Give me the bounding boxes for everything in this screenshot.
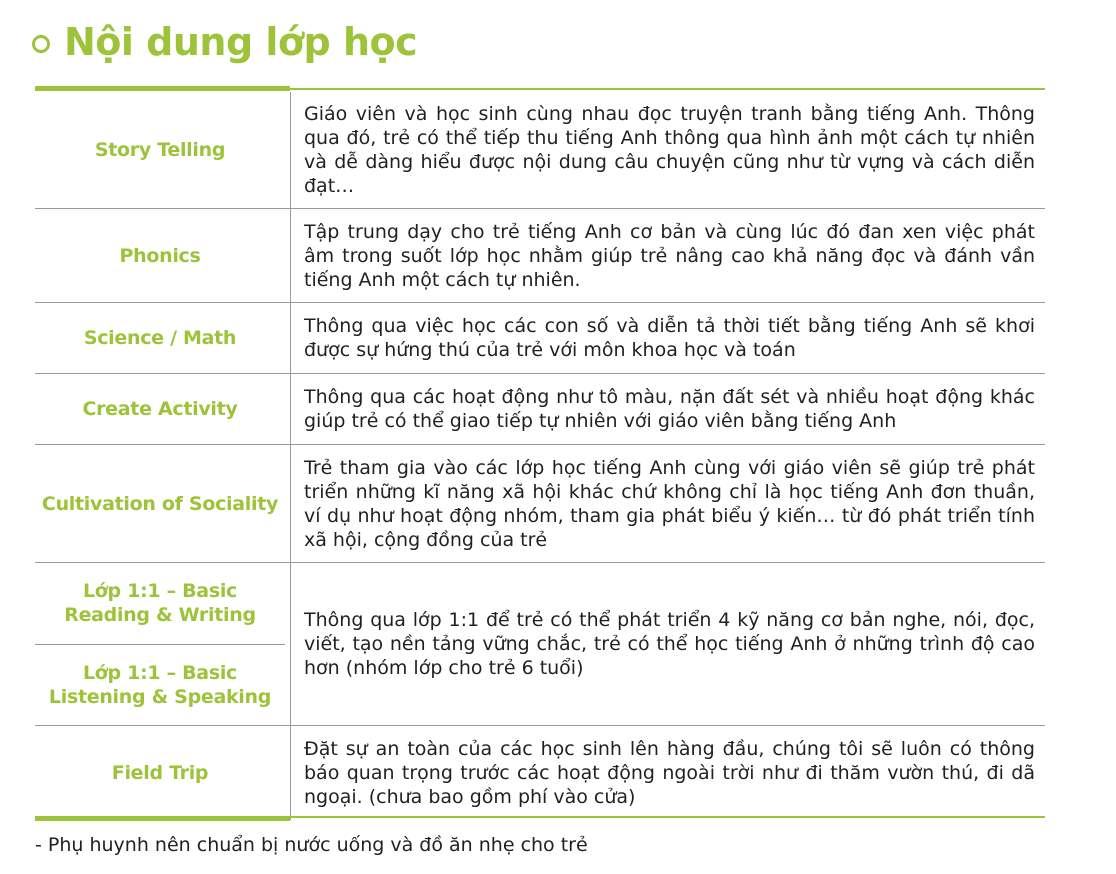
row-description: Thông qua việc học các con số và diễn tả thời tiết bằng tiếng Anh sẽ khơi được sự hứng thú của trẻ với môn khoa học và toán — [290, 303, 1045, 373]
row-label: Field Trip — [111, 762, 209, 784]
row-description: Giáo viên và học sinh cùng nhau đọc truyện tranh bằng tiếng Anh. Thông qua đó, trẻ có thể tiếp thu tiếng Anh thông qua hình ảnh một cách tự nhiên và dễ dàng hiểu được nội dung câu chuyện cũng như từ vựng và cách diễn đạt… — [290, 92, 1045, 208]
row-label: Story Telling — [94, 139, 226, 161]
bottom-divider — [290, 816, 1045, 818]
row-description: Đặt sự an toàn của các học sinh lên hàng đầu, chúng tôi sẽ luôn có thông báo quan trọng trước các hoạt động ngoài trời như đi thăm vườn thú, đi dã ngoại. (chưa bao gồm phí vào cửa) — [290, 726, 1045, 820]
top-divider — [290, 88, 1045, 90]
bottom-accent-rule — [35, 816, 290, 821]
class-content-table — [35, 92, 1045, 820]
row-label: Science / Math — [83, 327, 237, 349]
footnote: - Phụ huynh nên chuẩn bị nước uống và đồ ăn nhẹ cho trẻ — [35, 834, 588, 856]
page-title-block — [32, 14, 417, 70]
table-row — [35, 726, 1045, 820]
row-description: Thông qua lớp 1:1 để trẻ có thể phát triển 4 kỹ năng cơ bản nghe, nói, đọc, viết, tạo nền tảng vững chắc, trẻ có thể học tiếng Anh ở những trình độ cao hơn (nhóm lớp cho trẻ 6 tuổi) — [290, 563, 1045, 725]
row-label: Lớp 1:1 – Basic Listening & Speaking — [48, 661, 272, 708]
table-row — [35, 445, 1045, 563]
table-row — [35, 209, 1045, 303]
split-label-group — [35, 563, 285, 725]
row-label: Phonics — [119, 244, 201, 267]
row-description: Thông qua các hoạt động như tô màu, nặn đất sét và nhiều hoạt động khác giúp trẻ có thể giao tiếp tự nhiên với giáo viên bằng tiếng Anh — [290, 374, 1045, 444]
table-row — [35, 374, 1045, 445]
top-accent-rule — [35, 86, 290, 91]
circle-bullet-icon — [32, 35, 50, 53]
table-row — [35, 92, 1045, 209]
row-label: Cultivation of Sociality — [41, 492, 279, 515]
row-description: Tập trung dạy cho trẻ tiếng Anh cơ bản và cùng lúc đó đan xen việc phát âm trong suốt lớp học nhằm giúp trẻ nâng cao khả năng đọc và đánh vần tiếng Anh một cách tự nhiên. — [290, 209, 1045, 302]
row-description: Trẻ tham gia vào các lớp học tiếng Anh cùng với giáo viên sẽ giúp trẻ phát triển những kĩ năng xã hội khác chứ không chỉ là học tiếng Anh đơn thuần, ví dụ như hoạt động nhóm, tham gia phát biểu ý kiến… từ đó phát triển tính xã hội, cộng đồng của trẻ — [290, 445, 1045, 562]
row-label: Create Activity — [82, 398, 238, 420]
row-label: Lớp 1:1 – Basic Reading & Writing — [35, 563, 285, 645]
page-title: Nội dung lớp học — [64, 20, 418, 64]
table-row — [35, 303, 1045, 374]
table-row — [35, 563, 1045, 726]
